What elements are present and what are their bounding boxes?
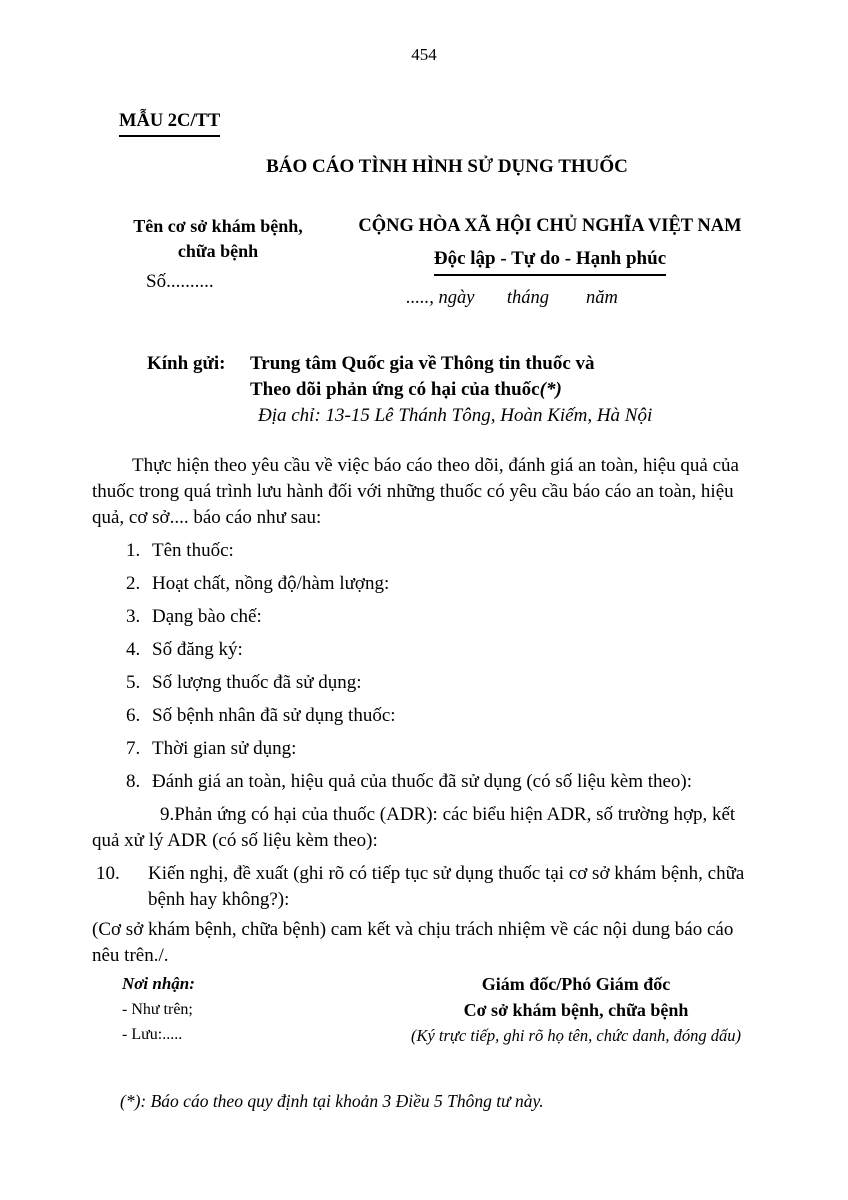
list-item — [126, 637, 756, 663]
signature-title: Giám đốc/Phó Giám đốc — [481, 974, 671, 994]
list-item-text: Phản ứng có hại của thuốc (ADR): các biểu hiện ADR, số trường hợp, kết quả xử lý ADR (có số liệu kèm theo): — [92, 804, 736, 851]
document-title: BÁO CÁO TÌNH HÌNH SỬ DỤNG THUỐC — [266, 156, 628, 177]
national-motto-text: Độc lập - Tự do - Hạnh phúc — [434, 246, 666, 276]
signature-org: Cơ sở khám bệnh, chữa bệnh — [463, 1000, 689, 1020]
recipient-line2-text: Theo dõi phản ứng có hại của thuốc — [250, 379, 540, 400]
recipients-block — [122, 971, 195, 1048]
national-motto — [344, 246, 756, 276]
signature-instruction: (Ký trực tiếp, ghi rõ họ tên, chức danh, đóng dấu) — [410, 1026, 742, 1045]
document-footer — [0, 971, 848, 1048]
document-header — [92, 214, 756, 311]
list-item-number: 3. — [126, 606, 141, 627]
org-name-line1: Tên cơ sở khám bệnh, — [133, 216, 303, 236]
recipient-entry: - Lưu:..... — [122, 1026, 183, 1043]
list-item-text: Số bệnh nhân đã sử dụng thuốc: — [152, 705, 396, 726]
document-body — [92, 453, 756, 969]
list-item-text: Thời gian sử dụng: — [152, 738, 297, 759]
asterisk-note: (*) — [539, 379, 562, 400]
list-item-number: 8. — [126, 771, 141, 792]
list-item-text: Đánh giá an toàn, hiệu quả của thuốc đã sử dụng (có số liệu kèm theo): — [152, 771, 693, 792]
list-item — [126, 703, 756, 729]
list-item-text: Hoạt chất, nồng độ/hàm lượng: — [152, 573, 390, 594]
recipient-line2 — [250, 377, 652, 403]
commitment-paragraph: (Cơ sở khám bệnh, chữa bệnh) cam kết và chịu trách nhiệm về các nội dung báo cáo nêu trên./. — [92, 919, 734, 966]
recipient-line1: Trung tâm Quốc gia về Thông tin thuốc và — [250, 353, 595, 374]
list-item-text: Dạng bào chế: — [152, 606, 262, 627]
recipient-block — [147, 351, 756, 429]
list-item — [126, 670, 756, 696]
list-item — [126, 769, 756, 795]
signature-block — [361, 971, 791, 1048]
page-number: 454 — [411, 45, 437, 64]
date-line: ....., ngày tháng năm — [406, 288, 618, 308]
form-code-text: MẪU 2C/TT — [119, 108, 220, 137]
org-number-line: Số.......... — [146, 271, 214, 292]
list-item — [92, 802, 756, 854]
list-item-number: 5. — [126, 672, 141, 693]
list-item-number: 6. — [126, 705, 141, 726]
recipient-entry: - Như trên; — [122, 1001, 193, 1018]
list-item-text: Số đăng ký: — [152, 639, 243, 660]
recipient-body — [250, 351, 652, 429]
form-code — [119, 108, 848, 137]
org-block — [92, 214, 344, 311]
list-item-number: 7. — [126, 738, 141, 759]
list-item-text: Kiến nghị, đề xuất (ghi rõ có tiếp tục sử dụng thuốc tại cơ sở khám bệnh, chữa bệnh hay không?): — [148, 863, 745, 910]
list-item-number: 1. — [126, 540, 141, 561]
list-item-number: 2. — [126, 573, 141, 594]
list-item-number: 9. — [160, 804, 175, 825]
list-item — [92, 861, 756, 913]
footnote: (*): Báo cáo theo quy định tại khoản 3 Điều 5 Thông tư này. — [120, 1091, 544, 1111]
intro-paragraph: Thực hiện theo yêu cầu về việc báo cáo theo dõi, đánh giá an toàn, hiệu quả của thuốc trong quá trình lưu hành đối với những thuốc có yêu cầu báo cáo an toàn, hiệu quả, cơ sở.... báo cáo như sau: — [92, 455, 739, 528]
org-name-line2: chữa bệnh — [177, 241, 259, 261]
list-item-number: 4. — [126, 639, 141, 660]
recipient-address: Địa chỉ: 13-15 Lê Thánh Tông, Hoàn Kiếm, Hà Nội — [258, 405, 653, 426]
list-item-text: Tên thuốc: — [152, 540, 234, 561]
list-item — [126, 736, 756, 762]
list-item-text: Số lượng thuốc đã sử dụng: — [152, 672, 362, 693]
list-item — [126, 571, 756, 597]
national-block — [344, 214, 756, 311]
recipients-label: Nơi nhận: — [122, 974, 195, 993]
national-title: CỘNG HÒA XÃ HỘI CHỦ NGHĨA VIỆT NAM — [358, 216, 742, 236]
list-item — [126, 604, 756, 630]
list-item — [126, 538, 756, 564]
recipient-label: Kính gửi: — [147, 353, 226, 374]
list-item-number: 10. — [96, 863, 120, 884]
